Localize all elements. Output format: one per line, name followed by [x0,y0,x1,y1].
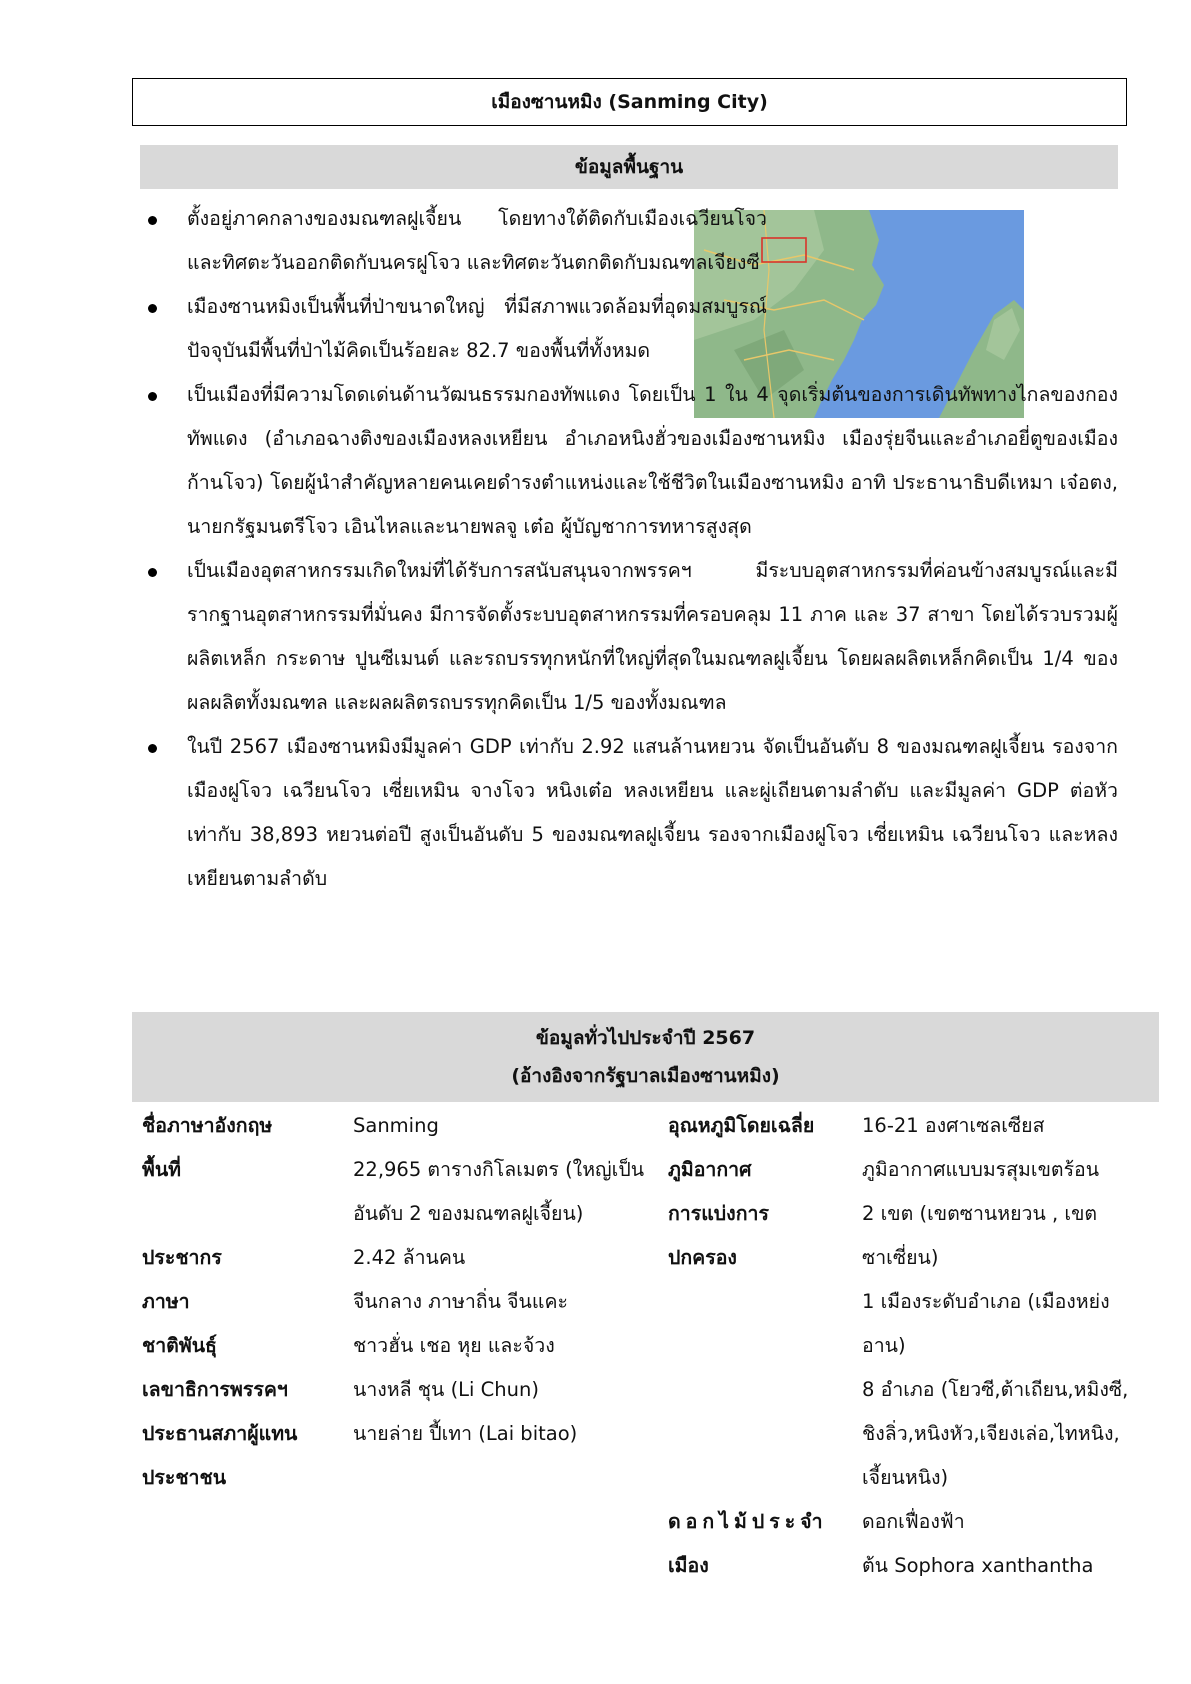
population-label: ประชากร [142,1246,222,1269]
english-name-label: ชื่อภาษาอังกฤษ [142,1114,273,1137]
area-value-line1: 22,965 ตารางกิโลเมตร (ใหญ่เป็น [353,1158,645,1181]
administration-label-line2: ปกครอง [668,1246,737,1269]
basic-info-heading [140,145,1118,189]
congress-chair-label-line2: ประชาชน [142,1466,227,1489]
city-flower-label-line1: ดอกไม้ประจำ [668,1510,828,1533]
area-label: พื้นที่ [142,1158,182,1181]
general-info-heading [132,1012,1159,1102]
city-tree-value: ต้น Sophora xanthantha [862,1554,1094,1577]
congress-chair-value: นายล่าย ปี้เทา (Lai bitao) [353,1422,578,1445]
administration-value-line2: ซาเซี่ยน) [862,1246,939,1269]
basic-info-item: เป็นเมืองที่มีความโดดเด่นด้านวัฒนธรรมกองทัพแดง โดยเป็น 1 ใน 4 จุดเริ่มต้นของการเดินทัพทางไกลของกองทัพแดง (อำเภอฉางติงของเมืองหลงเหยียน อำเภอหนิงฮั่วของเมืองซานหมิง เมืองรุ่ยจีนและอำเภอยี่ตูของเมืองก้านโจว) โดยผู้นำสำคัญหลายคนเคยดำรงตำแหน่งและใช้ชีวิตในเมืองซานหมิง อาทิ ประธานาธิบดีเหมา เจ๋อตง, นายกรัฐมนตรีโจว เอินไหลและนายพลจู เต๋อ ผู้บัญชาการทหารสูงสุด [140,373,1118,549]
population-value: 2.42 ล้านคน [353,1246,466,1269]
administration-value-line3: 1 เมืองระดับอำเภอ (เมืองหย่ง [862,1290,1110,1313]
basic-info-item: ตั้งอยู่ภาคกลางของมณฑลฝูเจี้ยน โดยทางใต้ติดกับเมืองเฉวียนโจวและทิศตะวันออกติดกับนครฝูโจว และทิศตะวันตกติดกับมณฑลเจียงซี [140,197,767,285]
administration-value-line4: อาน) [862,1334,906,1357]
administration-label-line1: การแบ่งการ [668,1202,769,1225]
basic-info-list [140,197,1118,901]
basic-info-item: เมืองซานหมิงเป็นพื้นที่ป่าขนาดใหญ่ ที่มีสภาพแวดล้อมที่อุดมสมบูรณ์ ปัจจุบันมีพื้นที่ป่าไม้คิดเป็นร้อยละ 82.7 ของพื้นที่ทั้งหมด [140,285,767,373]
basic-info-item: เป็นเมืองอุตสาหกรรมเกิดใหม่ที่ได้รับการสนับสนุนจากพรรคฯ มีระบบอุตสาหกรรมที่ค่อนข้างสมบูรณ์และมีรากฐานอุตสาหกรรมที่มั่นคง มีการจัดตั้งระบบอุตสาหกรรมที่ครอบคลุม 11 ภาค และ 37 สาขา โดยได้รวบรวมผู้ผลิตเหล็ก กระดาษ ปูนซีเมนต์ และรถบรรทุกหนักที่ใหญ่ที่สุดในมณฑลฝูเจี้ยน โดยผลผลิตเหล็กคิดเป็น 1/4 ของผลผลิตทั้งมณฑล และผลผลิตรถบรรทุกคิดเป็น 1/5 ของทั้งมณฑล [140,549,1118,725]
general-info-heading-line2: (อ้างอิงจากรัฐบาลเมืองซานหมิง) [511,1065,780,1087]
climate-label: ภูมิอากาศ [668,1158,752,1181]
administration-value-line6: ชิงลิ่ว,หนิงหัว,เจียงเล่อ,ไทหนิง, [862,1422,1120,1445]
congress-chair-label-line1: ประธานสภาผู้แทน [142,1422,298,1445]
language-label: ภาษา [142,1290,190,1313]
language-value: จีนกลาง ภาษาถิ่น จีนแคะ [353,1290,568,1313]
party-secretary-value: นางหลี ชุน (Li Chun) [353,1378,539,1401]
party-secretary-label: เลขาธิการพรรคฯ [142,1378,288,1401]
administration-value-line5: 8 อำเภอ (โยวซี,ต้าเถียน,หมิงซี, [862,1378,1129,1401]
general-info-heading-line1: ข้อมูลทั่วไปประจำปี 2567 [535,1027,756,1049]
ethnicity-value: ชาวฮั่น เชอ หุย และจ้วง [353,1334,555,1357]
ethnicity-label: ชาติพันธุ์ [142,1334,217,1357]
page-title-text: เมืองซานหมิง (Sanming City) [491,91,768,113]
area-value-line2: อันดับ 2 ของมณฑลฝูเจี้ยน) [353,1202,584,1225]
basic-info-heading-text: ข้อมูลพื้นฐาน [574,156,684,178]
avg-temperature-value: 16-21 องศาเซลเซียส [862,1114,1045,1137]
climate-value: ภูมิอากาศแบบมรสุมเขตร้อน [862,1158,1100,1181]
city-flower-value: ดอกเฟื่องฟ้า [862,1510,965,1533]
city-flower-label-line2: เมือง [668,1554,709,1577]
avg-temperature-label: อุณหภูมิโดยเฉลี่ย [668,1114,815,1137]
administration-value-line1: 2 เขต (เขตซานหยวน , เขต [862,1202,1098,1225]
page-title [132,78,1127,126]
administration-value-line7: เจี้ยนหนิง) [862,1466,949,1489]
basic-info-item: ในปี 2567 เมืองซานหมิงมีมูลค่า GDP เท่ากับ 2.92 แสนล้านหยวน จัดเป็นอันดับ 8 ของมณฑลฝูเจี้ยน รองจากเมืองฝูโจว เฉวียนโจว เซี่ยเหมิน จางโจว หนิงเต๋อ หลงเหยียน และผู่เถียนตามลำดับ และมีมูลค่า GDP ต่อหัวเท่ากับ 38,893 หยวนต่อปี สูงเป็นอันดับ 5 ของมณฑลฝูเจี้ยน รองจากเมืองฝูโจว เซี่ยเหมิน เฉวียนโจว และหลงเหยียนตามลำดับ [140,725,1118,901]
english-name-value: Sanming [353,1114,439,1137]
